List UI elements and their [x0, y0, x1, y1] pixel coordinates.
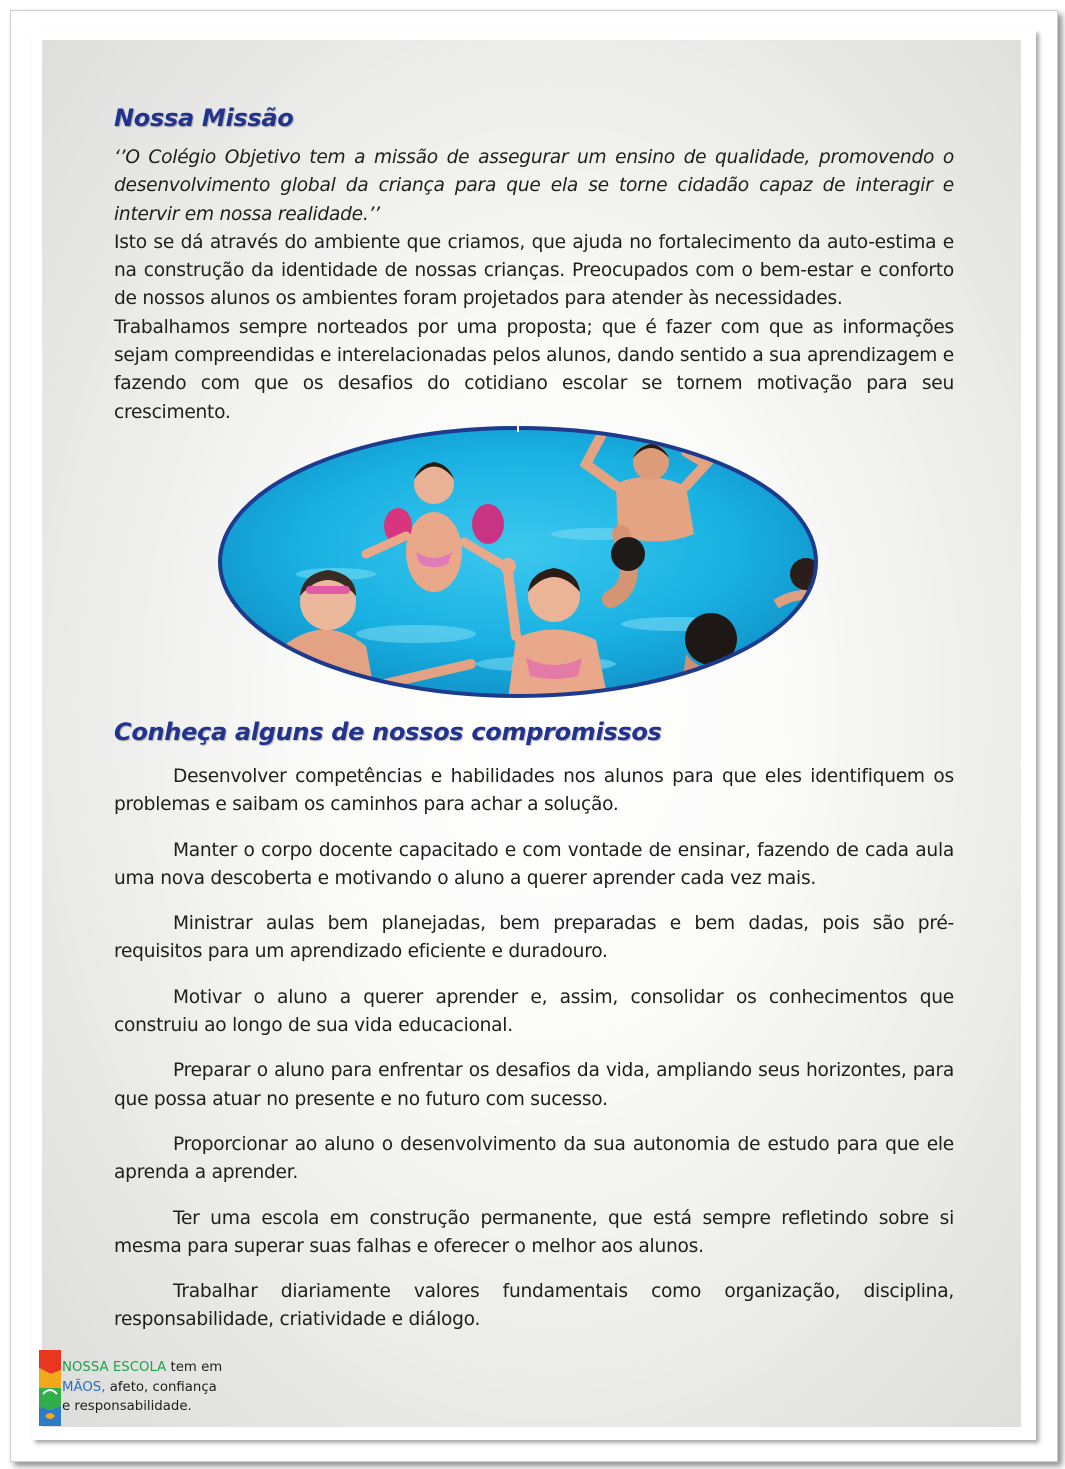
commitment-item: Ministrar aulas bem planejadas, bem preparadas e bem dadas, pois são pré-requisitos para um aprendizado eficiente e duradouro. [114, 913, 954, 963]
footer-line-1: tem em [166, 1360, 223, 1375]
commitment-item: Ter uma escola em construção permanente, que está sempre refletindo sobre si mesma para superar suas falhas e oferecer o melhor aos alunos. [114, 1207, 954, 1257]
commitment-item: Preparar o aluno para enfrentar os desafios da vida, ampliando seus horizontes, para que possa atuar no presente e no futuro com sucesso. [114, 1060, 954, 1110]
commitment-item: Trabalhar diariamente valores fundamentais como organização, disciplina, responsabilidade, criatividade e diálogo. [114, 1281, 954, 1331]
commitment-item: Manter o corpo docente capacitado e com vontade de ensinar, fazendo de cada aula uma nova descoberta e motivando o aluno a querer aprender cada vez mais. [114, 839, 954, 889]
commitments-heading: Conheça alguns de nossos compromissos [114, 718, 662, 746]
footer-line-3: e responsabilidade. [62, 1399, 192, 1414]
mission-quote: ‘’O Colégio Objetivo tem a missão de assegurar um ensino de qualidade, promovendo o desenvolvimento global da criança para que ela se torne cidadão capaz de interagir e intervir em nossa realidade.’’ [114, 147, 954, 225]
mission-heading: Nossa Missão [114, 104, 294, 132]
mission-paragraph-1: Isto se dá através do ambiente que criamos, que ajuda no fortalecimento da auto-estima e na construção da identidade de nossas crianças. Preocupados com o bem-estar e conforto de nossos alunos os ambientes foram projetados para atender às necessidades. [114, 231, 954, 310]
commitments-list [114, 763, 954, 1352]
footer-brand: NOSSA ESCOLA [62, 1360, 167, 1375]
footer-line-2: afeto, confiança [105, 1379, 217, 1395]
school-logo-icon [39, 1350, 61, 1426]
pool-photo [216, 424, 820, 700]
commitment-item: Motivar o aluno a querer aprender e, assim, consolidar os conhecimentos que construiu ao longo de sua vida educacional. [114, 986, 954, 1037]
mission-body [114, 144, 954, 427]
commitment-item: Proporcionar ao aluno o desenvolvimento da sua autonomia de estudo para que ele aprenda a aprender. [114, 1133, 954, 1184]
swimmer-dark-hair [682, 613, 740, 686]
footer-hands: MÃOS, [62, 1379, 106, 1395]
commitment-item: Desenvolver competências e habilidades nos alunos para que eles identifiquem os problemas e saibam os caminhos para achar a solução. [114, 766, 954, 816]
mission-paragraph-2: Trabalhamos sempre norteados por uma proposta; que é fazer com que as informações sejam compreendidas e interelacionadas pelos alunos, dando sentido a sua aprendizagem e fazendo com que os desafios do cotidiano escolar se tornem motivação para seu crescimento. [114, 316, 954, 423]
footer-slogan [62, 1358, 222, 1417]
